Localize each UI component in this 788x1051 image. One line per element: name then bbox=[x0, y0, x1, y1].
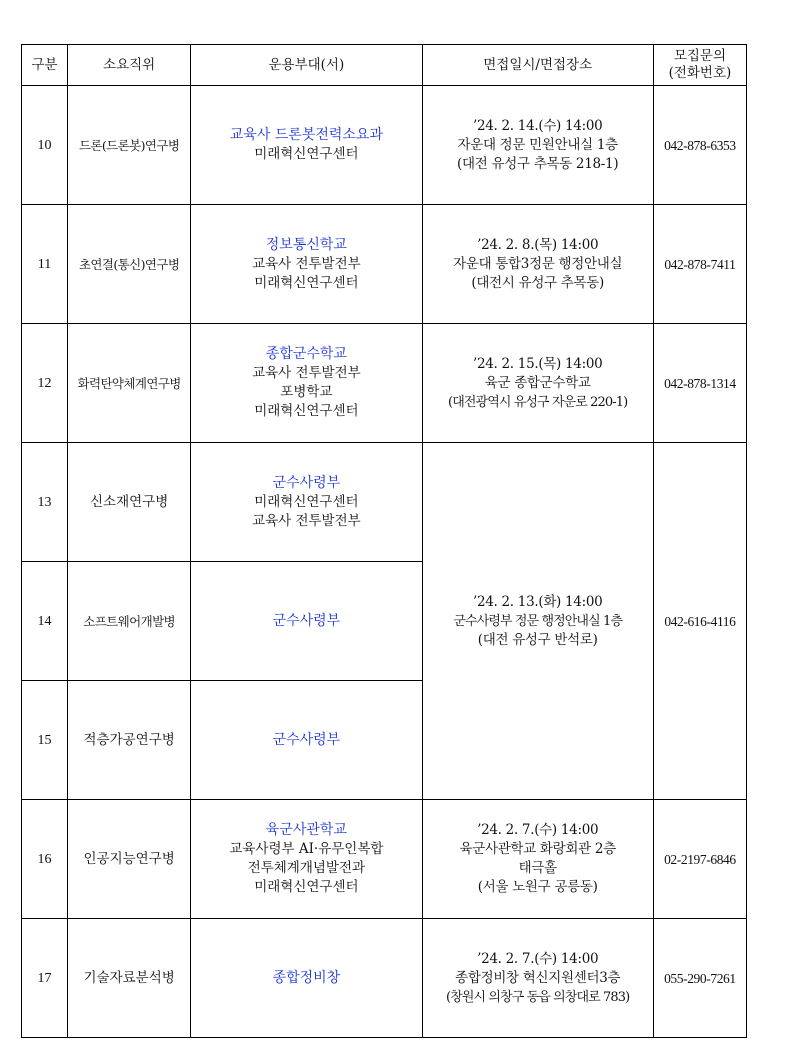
interview-datetime: ’24. 2. 15.(목) 14:00 bbox=[472, 355, 603, 372]
position-cell: 소프트웨어개발병 bbox=[68, 562, 191, 681]
unit-main: 육군사관학교 bbox=[265, 822, 347, 838]
table-row bbox=[22, 443, 747, 562]
contact-phone: 042-616-4116 bbox=[653, 443, 746, 800]
unit-sub: 미래혁신연구센터 bbox=[254, 879, 359, 895]
unit-sub: 미래혁신연구센터 bbox=[254, 493, 359, 510]
recruitment-table bbox=[21, 44, 747, 1038]
unit-sub: 교육사 전투발전부 bbox=[252, 365, 361, 381]
row-number: 16 bbox=[22, 800, 68, 919]
table-row bbox=[22, 800, 747, 919]
unit-main: 군수사령부 bbox=[272, 612, 341, 629]
unit-main: 군수사령부 bbox=[272, 474, 341, 491]
contact-phone: 042-878-6353 bbox=[653, 86, 746, 205]
header-contact bbox=[653, 45, 746, 86]
interview-cell bbox=[422, 86, 653, 205]
unit-main: 종합정비창 bbox=[272, 969, 341, 986]
unit-sub: 교육사령부 AI·유무인복합 bbox=[229, 841, 384, 857]
unit-cell bbox=[191, 205, 422, 324]
interview-datetime: ’24. 2. 8.(목) 14:00 bbox=[477, 236, 599, 253]
unit-cell bbox=[191, 562, 422, 681]
unit-cell bbox=[191, 443, 422, 562]
unit-sub: 포병학교 bbox=[280, 384, 333, 400]
interview-cell bbox=[422, 324, 653, 443]
position-cell: 드론(드론봇)연구병 bbox=[68, 86, 191, 205]
table-row bbox=[22, 86, 747, 205]
unit-main: 군수사령부 bbox=[272, 731, 341, 748]
interview-place: 자운대 통합3정문 행정안내실 bbox=[453, 255, 623, 272]
contact-phone: 02-2197-6846 bbox=[653, 800, 746, 919]
position-cell: 화력탄약체계연구병 bbox=[68, 324, 191, 443]
interview-address: (대전광역시 유성구 자운로 220-1) bbox=[448, 394, 628, 410]
unit-cell bbox=[191, 681, 422, 800]
interview-cell bbox=[422, 443, 653, 800]
table-header-row bbox=[22, 45, 747, 86]
unit-cell bbox=[191, 324, 422, 443]
interview-address: (대전시 유성구 추목동) bbox=[471, 274, 604, 291]
row-number: 12 bbox=[22, 324, 68, 443]
interview-datetime: ’24. 2. 7.(수) 14:00 bbox=[477, 822, 599, 838]
row-number: 17 bbox=[22, 919, 68, 1038]
unit-sub: 교육사 전투발전부 bbox=[252, 255, 361, 272]
interview-address: (창원시 의창구 동읍 의창대로 783) bbox=[446, 989, 630, 1005]
interview-place: 육군사관학교 화랑회관 2층 bbox=[459, 841, 616, 857]
table-row bbox=[22, 919, 747, 1038]
table-row bbox=[22, 205, 747, 324]
position-cell: 초연결(통신)연구병 bbox=[68, 205, 191, 324]
interview-hall: 태극홀 bbox=[518, 860, 557, 876]
interview-cell bbox=[422, 205, 653, 324]
unit-sub: 교육사 전투발전부 bbox=[252, 512, 361, 529]
unit-sub: 미래혁신연구센터 bbox=[254, 274, 359, 291]
row-number: 11 bbox=[22, 205, 68, 324]
interview-place: 종합정비창 혁신지원센터3층 bbox=[455, 969, 621, 986]
interview-place: 자운대 정문 민원안내실 1층 bbox=[457, 136, 618, 153]
unit-sub: 미래혁신연구센터 bbox=[254, 146, 359, 162]
row-number: 10 bbox=[22, 86, 68, 205]
header-contact-line2: (전화번호) bbox=[668, 65, 732, 81]
unit-main: 종합군수학교 bbox=[265, 346, 347, 362]
header-no: 구분 bbox=[22, 45, 68, 86]
header-contact-line1: 모집문의 bbox=[673, 48, 726, 64]
interview-address: (서울 노원구 공릉동) bbox=[477, 879, 598, 895]
unit-sub: 전투체계개념발전과 bbox=[247, 860, 366, 876]
position-cell: 신소재연구병 bbox=[68, 443, 191, 562]
interview-place: 군수사령부 정문 행정안내실 1층 bbox=[453, 613, 622, 629]
table-row bbox=[22, 324, 747, 443]
unit-cell bbox=[191, 800, 422, 919]
header-interview: 면접일시/면접장소 bbox=[422, 45, 653, 86]
interview-cell bbox=[422, 919, 653, 1038]
unit-main: 정보통신학교 bbox=[265, 236, 347, 253]
position-cell: 인공지능연구병 bbox=[68, 800, 191, 919]
unit-cell bbox=[191, 919, 422, 1038]
row-number: 14 bbox=[22, 562, 68, 681]
interview-cell bbox=[422, 800, 653, 919]
interview-datetime: ’24. 2. 14.(수) 14:00 bbox=[472, 117, 603, 134]
contact-phone: 042-878-1314 bbox=[653, 324, 746, 443]
header-unit: 운용부대(서) bbox=[191, 45, 422, 86]
row-number: 13 bbox=[22, 443, 68, 562]
header-position: 소요직위 bbox=[68, 45, 191, 86]
interview-address: (대전 유성구 추목동 218-1) bbox=[457, 155, 619, 172]
contact-phone: 042-878-7411 bbox=[653, 205, 746, 324]
unit-main: 교육사 드론봇전력소요과 bbox=[229, 127, 383, 143]
unit-sub: 미래혁신연구센터 bbox=[254, 403, 359, 419]
interview-address: (대전 유성구 반석로) bbox=[477, 631, 598, 648]
row-number: 15 bbox=[22, 681, 68, 800]
contact-phone: 055-290-7261 bbox=[653, 919, 746, 1038]
interview-datetime: ’24. 2. 13.(화) 14:00 bbox=[472, 593, 603, 610]
interview-datetime: ’24. 2. 7.(수) 14:00 bbox=[477, 950, 599, 967]
unit-cell bbox=[191, 86, 422, 205]
position-cell: 적층가공연구병 bbox=[68, 681, 191, 800]
interview-place: 육군 종합군수학교 bbox=[484, 374, 591, 391]
position-cell: 기술자료분석병 bbox=[68, 919, 191, 1038]
